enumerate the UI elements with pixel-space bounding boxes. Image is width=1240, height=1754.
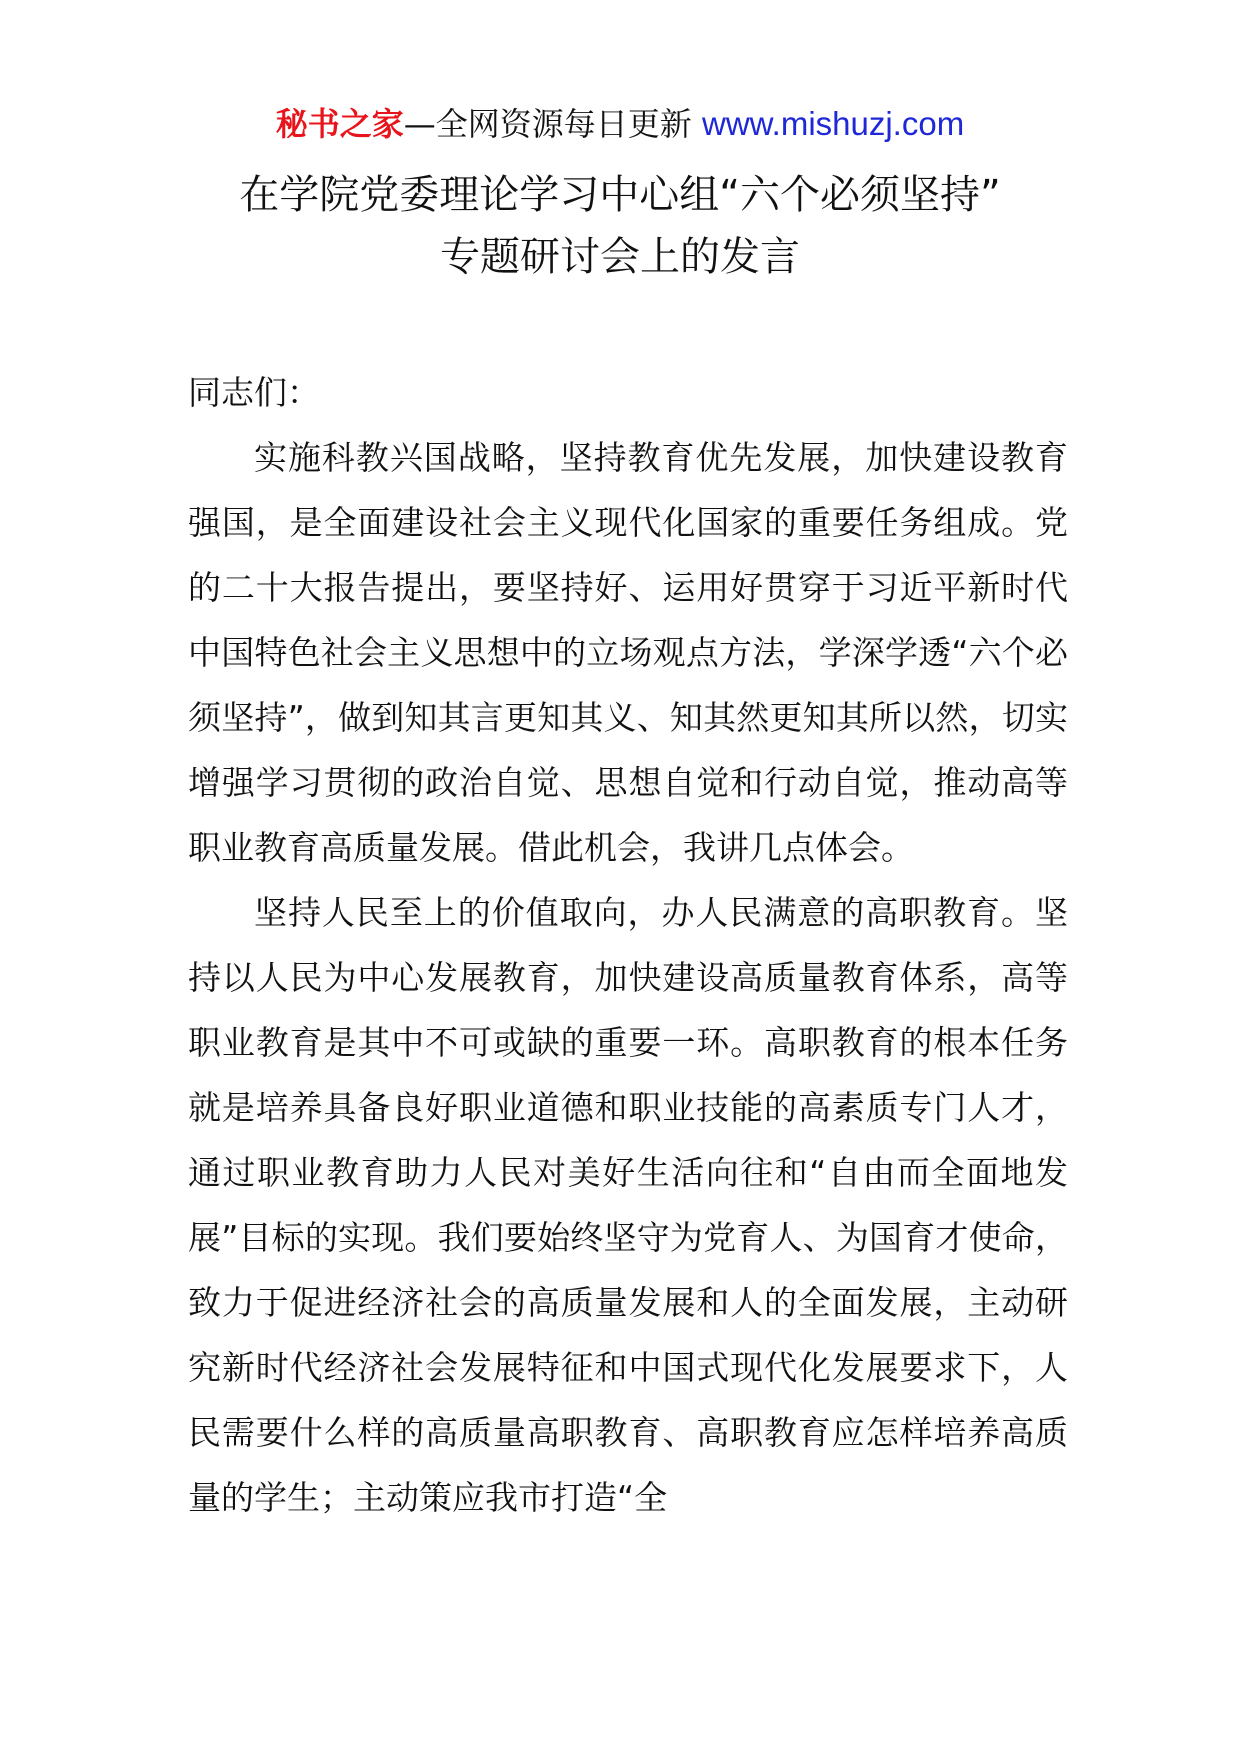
- greeting: 同志们：: [188, 373, 320, 412]
- site-url-link[interactable]: www.mishuzj.com: [701, 105, 965, 142]
- site-header: [0, 100, 1240, 148]
- paragraph-2: 坚持人民至上的价值取向，办人民满意的高职教育。坚持以人民为中心发展教育，加快建设高质量教育体系，高等职业教育是其中不可或缺的重要一环。高职教育的根本任务就是培养具备良好职业道德和职业技能的高素质专门人才，通过职业教育助力人民对美好生活向往和“自由而全面地发展”目标的实现。我们要始终坚守为党育人、为国育才使命，致力于促进经济社会的高质量发展和人的全面发展，主动研究新时代经济社会发展特征和中国式现代化发展要求下，人民需要什么样的高质量高职教育、高职教育应怎样培养高质量的学生；主动策应我市打造“全: [188, 893, 1068, 1517]
- document-body: [188, 360, 1068, 1530]
- title-line-2: 专题研讨会上的发言: [440, 234, 800, 280]
- document-title: [0, 164, 1240, 288]
- title-line-1: 在学院党委理论学习中心组“六个必须坚持”: [239, 172, 1001, 218]
- header-tagline: —全网资源每日更新: [403, 105, 702, 143]
- paragraph-1: 实施科教兴国战略，坚持教育优先发展，加快建设教育强国，是全面建设社会主义现代化国家的重要任务组成。党的二十大报告提出，要坚持好、运用好贯穿于习近平新时代中国特色社会主义思想中的立场观点方法，学深学透“六个必须坚持”，做到知其言更知其义、知其然更知其所以然，切实增强学习贯彻的政治自觉、思想自觉和行动自觉，推动高等职业教育高质量发展。借此机会，我讲几点体会。: [188, 438, 1068, 867]
- brand-name: 秘书之家: [275, 105, 404, 143]
